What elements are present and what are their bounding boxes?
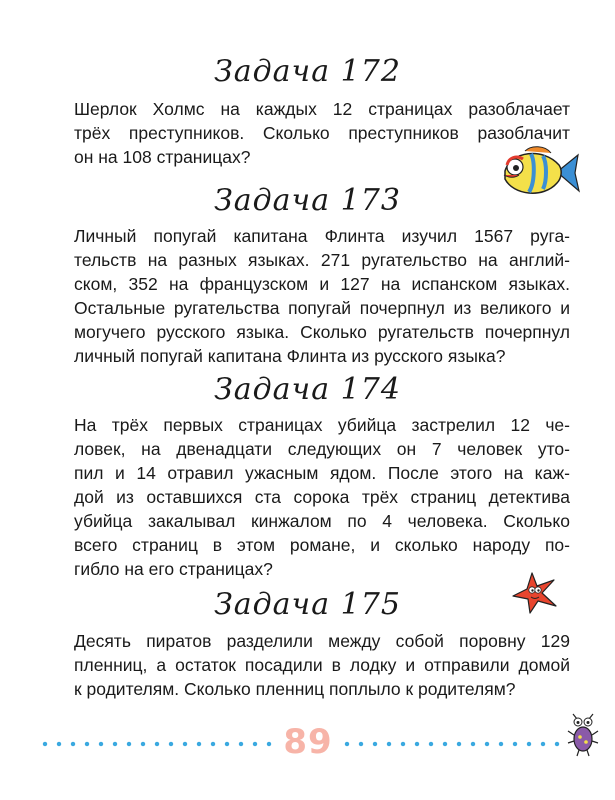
text-line: личный попугай капитана Флинта из русского языка? xyxy=(74,346,506,366)
footer-dots-right xyxy=(340,741,565,747)
text-line: он на 108 страницах? xyxy=(74,147,251,167)
text-line: к родителям. Сколько пленниц поплыло к родителям? xyxy=(74,679,516,699)
text-line: пил и 14 отравил ужасным ядом. После этого на каж- xyxy=(74,463,570,483)
text-line: Остальные ругательства попугай почерпнул из великого и xyxy=(74,298,570,318)
text-line: ском, 352 на французском и 127 на испанском языках. xyxy=(74,274,570,294)
text-line: Шерлок Холмс на каждых 12 страницах разоблачает xyxy=(74,99,570,119)
bug-icon xyxy=(567,713,599,757)
text-line: дой из оставшихся ста сорока трёх страниц детектива xyxy=(74,487,570,507)
task-173-title: Задача 173 xyxy=(214,183,401,218)
task-173-text xyxy=(74,224,570,368)
text-line: пленниц, а остаток посадили в лодку и отправили домой xyxy=(74,655,570,675)
text-line: всего страниц в этом романе, и сколько народу по- xyxy=(74,535,570,555)
task-174-text xyxy=(74,413,570,581)
text-line: Личный попугай капитана Флинта изучил 1567 руга- xyxy=(74,226,570,246)
text-line: ловек, на двенадцати следующих он 7 человек уто- xyxy=(74,439,570,459)
task-175-text xyxy=(74,629,570,701)
text-line: гибло на его страницах? xyxy=(74,559,273,579)
footer-dots-left xyxy=(38,741,278,747)
text-line: трёх преступников. Сколько преступников разоблачит xyxy=(74,123,570,143)
task-175-title: Задача 175 xyxy=(214,587,401,622)
task-172-title: Задача 172 xyxy=(214,54,401,89)
text-line: На трёх первых страницах убийца застрелил 12 че- xyxy=(74,415,570,435)
text-line: тельств на разных языках. 271 ругательство на англий- xyxy=(74,250,570,270)
text-line: могучего русского языка. Сколько ругательств почерпнул xyxy=(74,322,570,342)
text-line: Десять пиратов разделили между собой поровну 129 xyxy=(74,631,570,651)
page-number: 89 xyxy=(283,722,333,762)
task-174-title: Задача 174 xyxy=(214,372,401,407)
text-line: убийца закалывал кинжалом по 4 человека. Сколько xyxy=(74,511,570,531)
